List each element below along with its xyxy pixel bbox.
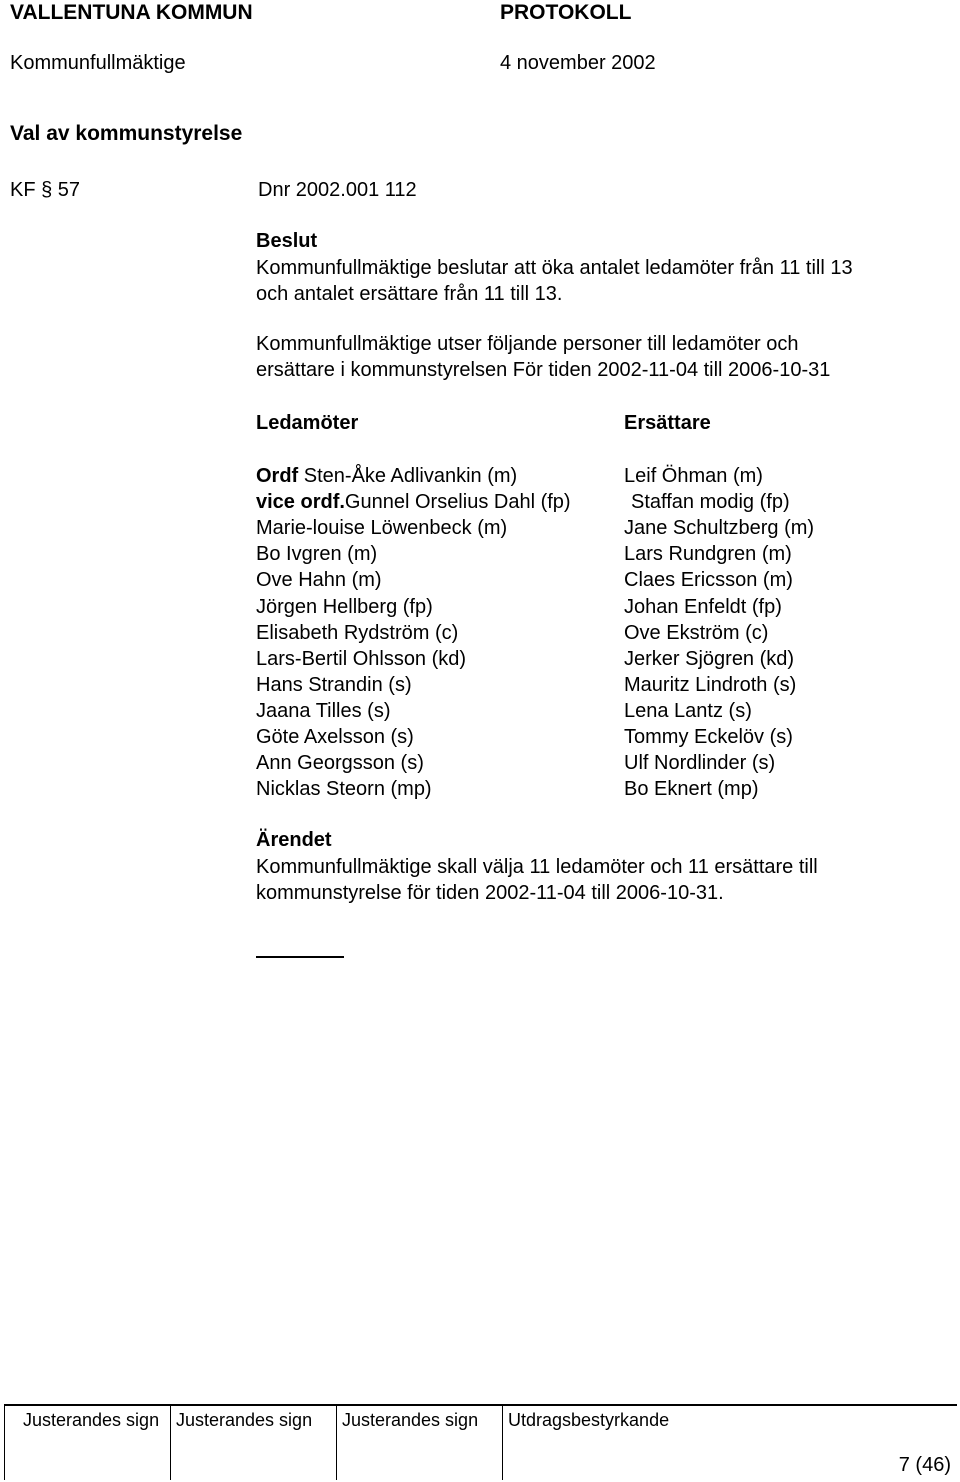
member-name: Hans Strandin (s) — [256, 673, 412, 696]
arendet-heading: Ärendet — [256, 829, 332, 851]
signature-cell — [5, 1406, 171, 1480]
substitute-name: Johan Enfeldt (fp) — [624, 595, 782, 618]
member-name: Ordf Sten-Åke Adlivankin (m) — [256, 465, 518, 487]
signature-label: Justerandes sign — [23, 1410, 160, 1430]
signature-cell — [170, 1406, 337, 1480]
member-role: vice ordf. — [256, 491, 345, 514]
paragraph-reference: KF § 57 — [10, 179, 81, 201]
member-name: Elisabeth Rydström (c) — [256, 621, 459, 644]
diary-number: Dnr 2002.001 112 — [258, 179, 417, 201]
substitute-name: Tommy Eckelöv (s) — [624, 726, 793, 748]
substitute-name: Leif Öhman (m) — [624, 465, 763, 487]
substitute-name: Claes Ericsson (m) — [624, 569, 793, 592]
beslut-heading: Beslut — [256, 230, 318, 252]
signature-label: Justerandes sign — [342, 1410, 479, 1430]
member-name: Jörgen Hellberg (fp) — [256, 595, 433, 618]
substitute-name: Jerker Sjögren (kd) — [624, 647, 795, 670]
member-name: Lars-Bertil Ohlsson (kd) — [256, 647, 467, 670]
substitute-name: Jane Schultzberg (m) — [624, 517, 815, 540]
member-name: Göte Axelsson (s) — [256, 726, 414, 748]
members-heading: Ledamöter — [256, 412, 359, 434]
beslut-text-line: ersättare i kommunstyrelsen För tiden 2002-11-04 till 2006-10-31 — [256, 359, 831, 381]
member-role: Ordf — [256, 465, 299, 487]
arendet-text-line: kommunstyrelse för tiden 2002-11-04 till 2006-10-31. — [256, 882, 724, 904]
document-type: PROTOKOLL — [500, 1, 632, 24]
substitute-name: Mauritz Lindroth (s) — [624, 673, 797, 696]
member-name: Ann Georgsson (s) — [256, 752, 424, 775]
member-name: Nicklas Steorn (mp) — [256, 778, 432, 801]
substitute-name: Ulf Nordlinder (s) — [624, 752, 776, 775]
signature-cell — [336, 1406, 503, 1480]
certification-cell — [502, 1406, 957, 1480]
arendet-text-line: Kommunfullmäktige skall välja 11 ledamöter och 11 ersättare till — [256, 856, 818, 878]
member-name: Jaana Tilles (s) — [256, 699, 391, 722]
member-name: vice ordf.Gunnel Orselius Dahl (fp) — [256, 491, 571, 514]
substitutes-heading: Ersättare — [624, 412, 711, 434]
page-title: Val av kommunstyrelse — [10, 122, 243, 145]
substitute-name: Lena Lantz (s) — [624, 699, 752, 722]
beslut-text-line: och antalet ersättare från 11 till 13. — [256, 283, 563, 305]
member-name: Marie-louise Löwenbeck (m) — [256, 517, 508, 540]
beslut-text-line: Kommunfullmäktige utser följande personer till ledamöter och — [256, 333, 799, 355]
separator-line — [256, 956, 344, 958]
body-name: Kommunfullmäktige — [10, 52, 186, 74]
page-number: 7 (46) — [898, 1454, 951, 1476]
certification-label: Utdragsbestyrkande — [508, 1410, 670, 1430]
substitute-name: Staffan modig (fp) — [631, 491, 790, 514]
substitute-name: Bo Eknert (mp) — [624, 778, 759, 801]
beslut-text-line: Kommunfullmäktige beslutar att öka antalet ledamöter från 11 till 13 — [256, 257, 853, 279]
member-name: Ove Hahn (m) — [256, 569, 382, 592]
signature-footer — [4, 1404, 957, 1480]
member-name: Bo Ivgren (m) — [256, 543, 378, 566]
organization-name: VALLENTUNA KOMMUN — [10, 1, 253, 24]
signature-label: Justerandes sign — [176, 1410, 313, 1430]
substitute-name: Ove Ekström (c) — [624, 621, 769, 644]
substitute-name: Lars Rundgren (m) — [624, 543, 792, 566]
meeting-date: 4 november 2002 — [500, 52, 656, 74]
